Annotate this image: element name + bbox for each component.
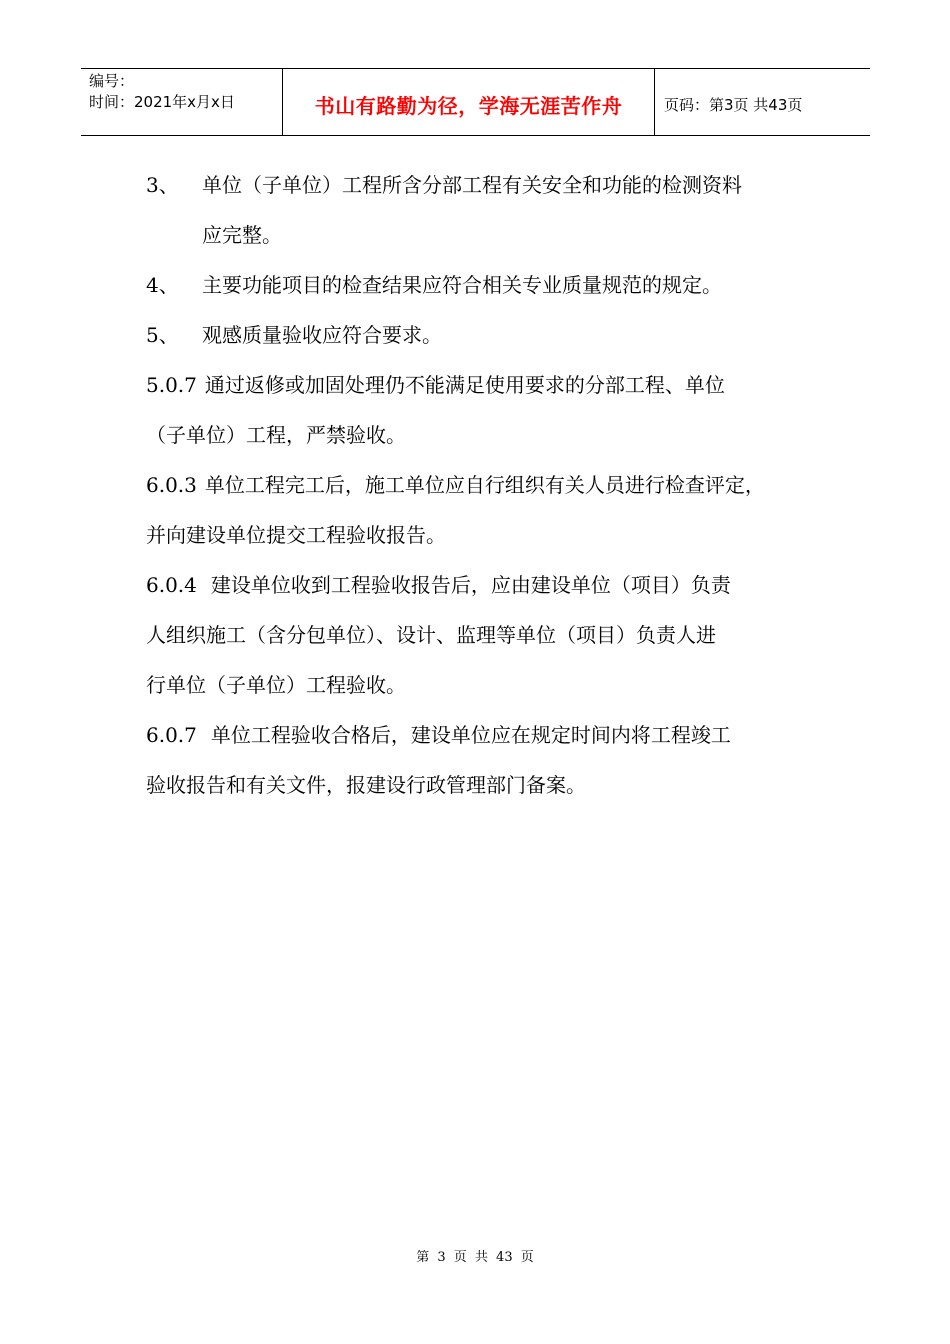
clause-number: 6.0.3 — [146, 473, 197, 497]
list-item-5 — [146, 310, 836, 360]
page-footer: 第 3 页 共 43 页 — [416, 1250, 534, 1265]
header-date-label: 时间：2021年x月x日 — [89, 93, 235, 111]
header-motto-cell — [282, 69, 655, 135]
page-header — [81, 68, 870, 136]
clause-number: 6.0.7 — [146, 723, 197, 747]
list-item-number: 4、 — [146, 273, 179, 297]
clause-number: 5.0.7 — [146, 373, 197, 397]
clause-6-0-7-continuation: 验收报告和有关文件，报建设行政管理部门备案。 — [146, 773, 586, 797]
list-item-3 — [146, 160, 836, 210]
clause-6-0-4 — [146, 560, 836, 610]
clause-6-0-4-continuation-1: 人组织施工（含分包单位）、设计、监理等单位（项目）负责人进 — [146, 623, 716, 647]
list-item-number: 3、 — [146, 173, 179, 197]
clause-text: 单位工程验收合格后，建设单位应在规定时间内将工程竣工 — [210, 723, 731, 747]
header-page-info: 页码：第3页 共43页 — [664, 95, 803, 114]
clause-text: 建设单位收到工程验收报告后，应由建设单位（项目）负责 — [210, 573, 731, 597]
clause-6-0-7 — [146, 710, 836, 760]
header-number-label: 编号： — [89, 72, 135, 90]
list-item-number: 5、 — [146, 323, 179, 347]
clause-number: 6.0.4 — [146, 573, 197, 597]
clause-text: 单位工程完工后，施工单位应自行组织有关人员进行检查评定， — [204, 473, 765, 497]
header-motto: 书山有路勤为径，学海无涯苦作舟 — [314, 93, 623, 118]
list-item-text: 观感质量验收应符合要求。 — [202, 323, 442, 347]
document-body — [146, 160, 836, 810]
header-page-cell — [655, 69, 870, 135]
clause-5-0-7 — [146, 360, 836, 410]
clause-6-0-3 — [146, 460, 836, 510]
list-item-3-continuation: 应完整。 — [202, 223, 282, 247]
clause-5-0-7-continuation: （子单位）工程，严禁验收。 — [146, 423, 406, 447]
clause-text: 通过返修或加固处理仍不能满足使用要求的分部工程、单位 — [204, 373, 725, 397]
list-item-text: 单位（子单位）工程所含分部工程有关安全和功能的检测资料 — [202, 173, 742, 197]
list-item-4 — [146, 260, 836, 310]
clause-6-0-4-continuation-2: 行单位（子单位）工程验收。 — [146, 673, 406, 697]
clause-6-0-3-continuation: 并向建设单位提交工程验收报告。 — [146, 523, 446, 547]
list-item-text: 主要功能项目的检查结果应符合相关专业质量规范的规定。 — [202, 273, 722, 297]
header-meta-cell — [81, 69, 282, 135]
